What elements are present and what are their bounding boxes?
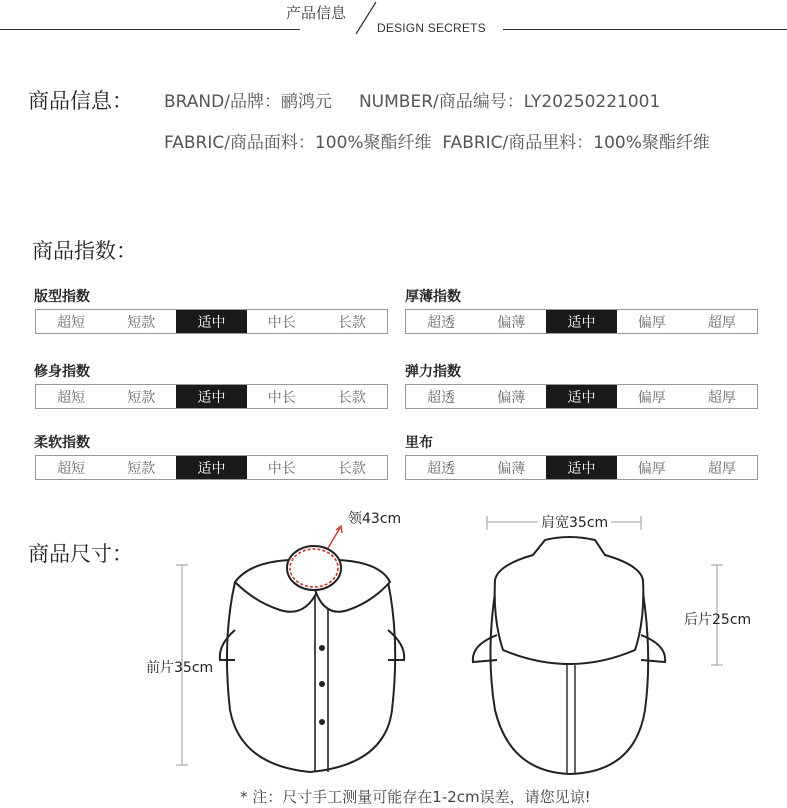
index-option: 中长 — [267, 314, 296, 331]
index-option: 偏薄 — [497, 314, 526, 331]
index-option: 长款 — [337, 314, 366, 331]
collar-front-illustration — [160, 510, 460, 780]
index-scale — [405, 455, 758, 480]
index-scale — [35, 455, 388, 480]
index-option: 短款 — [127, 460, 156, 477]
info-section-title: 商品信息： — [28, 89, 133, 113]
index-section-title: 商品指数： — [32, 239, 137, 263]
front-length-label: 前片35cm — [146, 660, 214, 676]
index-option: 偏薄 — [497, 460, 526, 477]
header-subtitle: DESIGN SECRETS — [377, 21, 486, 35]
index-option: 超短 — [57, 460, 86, 477]
index-scale — [35, 309, 388, 334]
collar-back-illustration — [465, 510, 745, 780]
index-scale — [405, 309, 758, 334]
index-option-selected: 适中 — [176, 456, 246, 479]
shoulder-width-label: 肩宽35cm — [538, 512, 611, 532]
header-slash-divider — [350, 0, 380, 36]
index-option: 超厚 — [707, 389, 736, 406]
index-option: 偏厚 — [637, 460, 666, 477]
header-rule-left — [0, 29, 300, 30]
measurement-note: * 注：尺寸手工测量可能存在1-2cm误差，请您见谅! — [240, 788, 591, 806]
size-section-title: 商品尺寸： — [28, 542, 133, 566]
index-option: 长款 — [337, 389, 366, 406]
index-option-selected: 适中 — [546, 385, 616, 408]
index-scale — [405, 384, 758, 409]
index-option: 超透 — [427, 460, 456, 477]
index-option: 超短 — [57, 389, 86, 406]
index-label: 里布 — [405, 435, 433, 451]
index-option-selected: 适中 — [176, 385, 246, 408]
index-option: 中长 — [267, 389, 296, 406]
index-scale — [35, 384, 388, 409]
index-option: 短款 — [127, 314, 156, 331]
index-option-selected: 适中 — [546, 310, 616, 333]
info-fabric: FABRIC/商品面料：100%聚酯纤维 FABRIC/商品里料：100%聚酯纤维 — [164, 133, 710, 153]
index-label: 柔软指数 — [34, 435, 90, 451]
index-option: 偏厚 — [637, 389, 666, 406]
index-option: 中长 — [267, 460, 296, 477]
index-label: 修身指数 — [34, 364, 90, 380]
index-option: 偏厚 — [637, 314, 666, 331]
index-option: 偏薄 — [497, 389, 526, 406]
info-brand-number: BRAND/品牌：鹂鸿元 NUMBER/商品编号：LY20250221001 — [164, 92, 661, 112]
header-title: 产品信息 — [286, 4, 347, 22]
header-rule-right — [503, 29, 787, 30]
index-option: 短款 — [127, 389, 156, 406]
index-label: 弹力指数 — [405, 364, 461, 380]
collar-measurement-label: 领43cm — [348, 511, 402, 527]
index-option: 长款 — [337, 460, 366, 477]
back-length-label: 后片25cm — [684, 612, 752, 628]
index-label: 厚薄指数 — [405, 289, 461, 305]
index-option: 超透 — [427, 314, 456, 331]
index-option-selected: 适中 — [176, 310, 246, 333]
index-option: 超厚 — [707, 314, 736, 331]
index-option: 超短 — [57, 314, 86, 331]
index-option: 超厚 — [707, 460, 736, 477]
index-option-selected: 适中 — [546, 456, 616, 479]
index-label: 版型指数 — [34, 289, 90, 305]
index-option: 超透 — [427, 389, 456, 406]
